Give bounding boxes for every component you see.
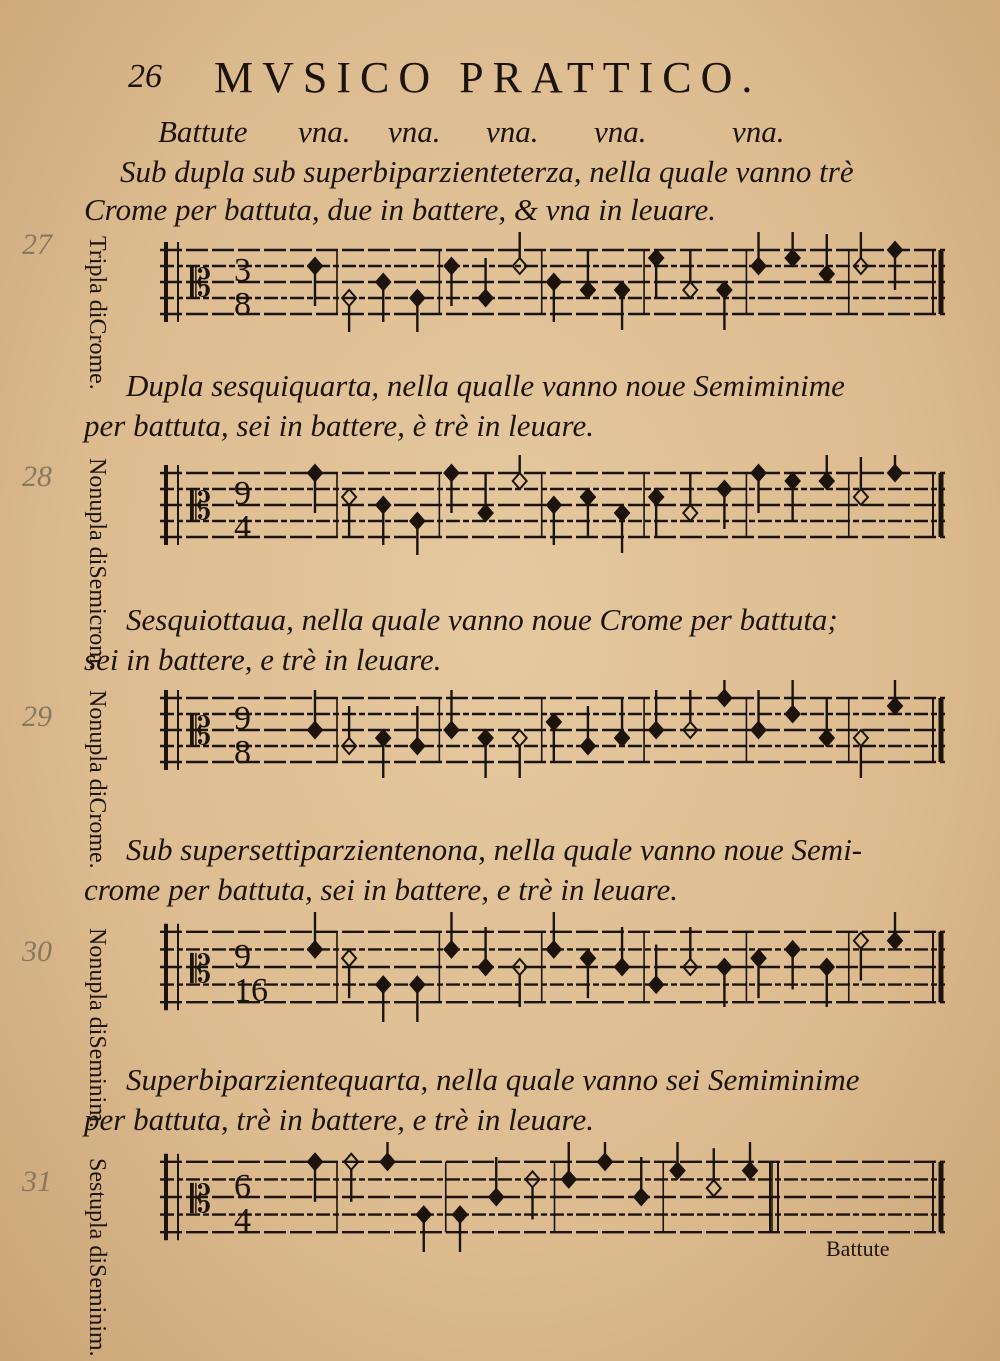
running-title: MVSICO PRATTICO. xyxy=(214,53,762,102)
time-signature: 9 8 xyxy=(234,700,251,771)
running-header xyxy=(120,52,880,102)
music-staff xyxy=(160,232,955,332)
margin-pencil-number: 30 xyxy=(22,935,52,968)
section-text-line: Superbiparzientequarta, nella quale vanno sei Semiminime xyxy=(126,1062,860,1097)
time-signature: 9 4 xyxy=(234,475,251,546)
margin-pencil-number: 29 xyxy=(22,700,52,733)
time-signature: 6 4 xyxy=(234,1168,251,1239)
staff-label: Tripla diCrome. xyxy=(84,236,110,390)
music-staff xyxy=(160,680,955,780)
section-text-line: Sub supersettiparzientenona, nella quale vanno noue Semi- xyxy=(126,832,863,867)
time-signature: 3 8 xyxy=(234,252,251,323)
c-clef-icon: 𝄡 xyxy=(190,263,212,305)
staff-label: Nonupla diCrome. xyxy=(84,690,110,869)
margin-pencil-number: 28 xyxy=(22,460,52,493)
section-text-line: Sub dupla sub superbiparzienteterza, nella quale vanno trè xyxy=(120,154,854,189)
battute-label: Battute xyxy=(158,114,248,149)
staff-lines xyxy=(160,680,955,780)
section-text-line: crome per battuta, sei in battere, e trè in leuare. xyxy=(84,872,679,907)
margin-pencil-number: 27 xyxy=(22,228,52,261)
time-signature: 9 16 xyxy=(234,938,268,1009)
section-text-line: per battuta, trè in battere, e trè in leuare. xyxy=(84,1102,594,1137)
staff-lines xyxy=(160,455,955,555)
section-text-line: Sesquiottaua, nella quale vanno noue Crome per battuta; xyxy=(126,602,838,637)
battute-item: vna. xyxy=(732,114,785,149)
battute-item: vna. xyxy=(298,114,351,149)
catchword: Battute xyxy=(826,1236,890,1261)
margin-pencil-number: 31 xyxy=(22,1165,52,1198)
staff-label: Sestupla diSeminim. xyxy=(84,1158,110,1357)
battute-item: vna. xyxy=(594,114,647,149)
staff-lines xyxy=(160,912,955,1022)
staff-lines xyxy=(160,232,955,332)
c-clef-icon: 𝄡 xyxy=(190,711,212,753)
music-staff xyxy=(160,912,955,1022)
section-text-line: per battuta, sei in battere, è trè in leuare. xyxy=(84,408,594,443)
page-number: 26 xyxy=(128,58,162,95)
section-text-line: sei in battere, e trè in leuare. xyxy=(84,642,442,677)
battute-item: vna. xyxy=(388,114,441,149)
c-clef-icon: 𝄡 xyxy=(190,949,212,991)
c-clef-icon: 𝄡 xyxy=(190,1179,212,1221)
staff-label: Nonupla diSemicrom. xyxy=(84,458,110,670)
battute-item: vna. xyxy=(486,114,539,149)
section-text-line: Dupla sesquiquarta, nella qualle vanno noue Semiminime xyxy=(126,368,845,403)
section-text-line: Crome per battuta, due in battere, & vna in leuare. xyxy=(84,192,716,227)
staff-label: Nonupla diSeminim. xyxy=(84,928,110,1128)
c-clef-icon: 𝄡 xyxy=(190,486,212,528)
music-staff xyxy=(160,455,955,555)
